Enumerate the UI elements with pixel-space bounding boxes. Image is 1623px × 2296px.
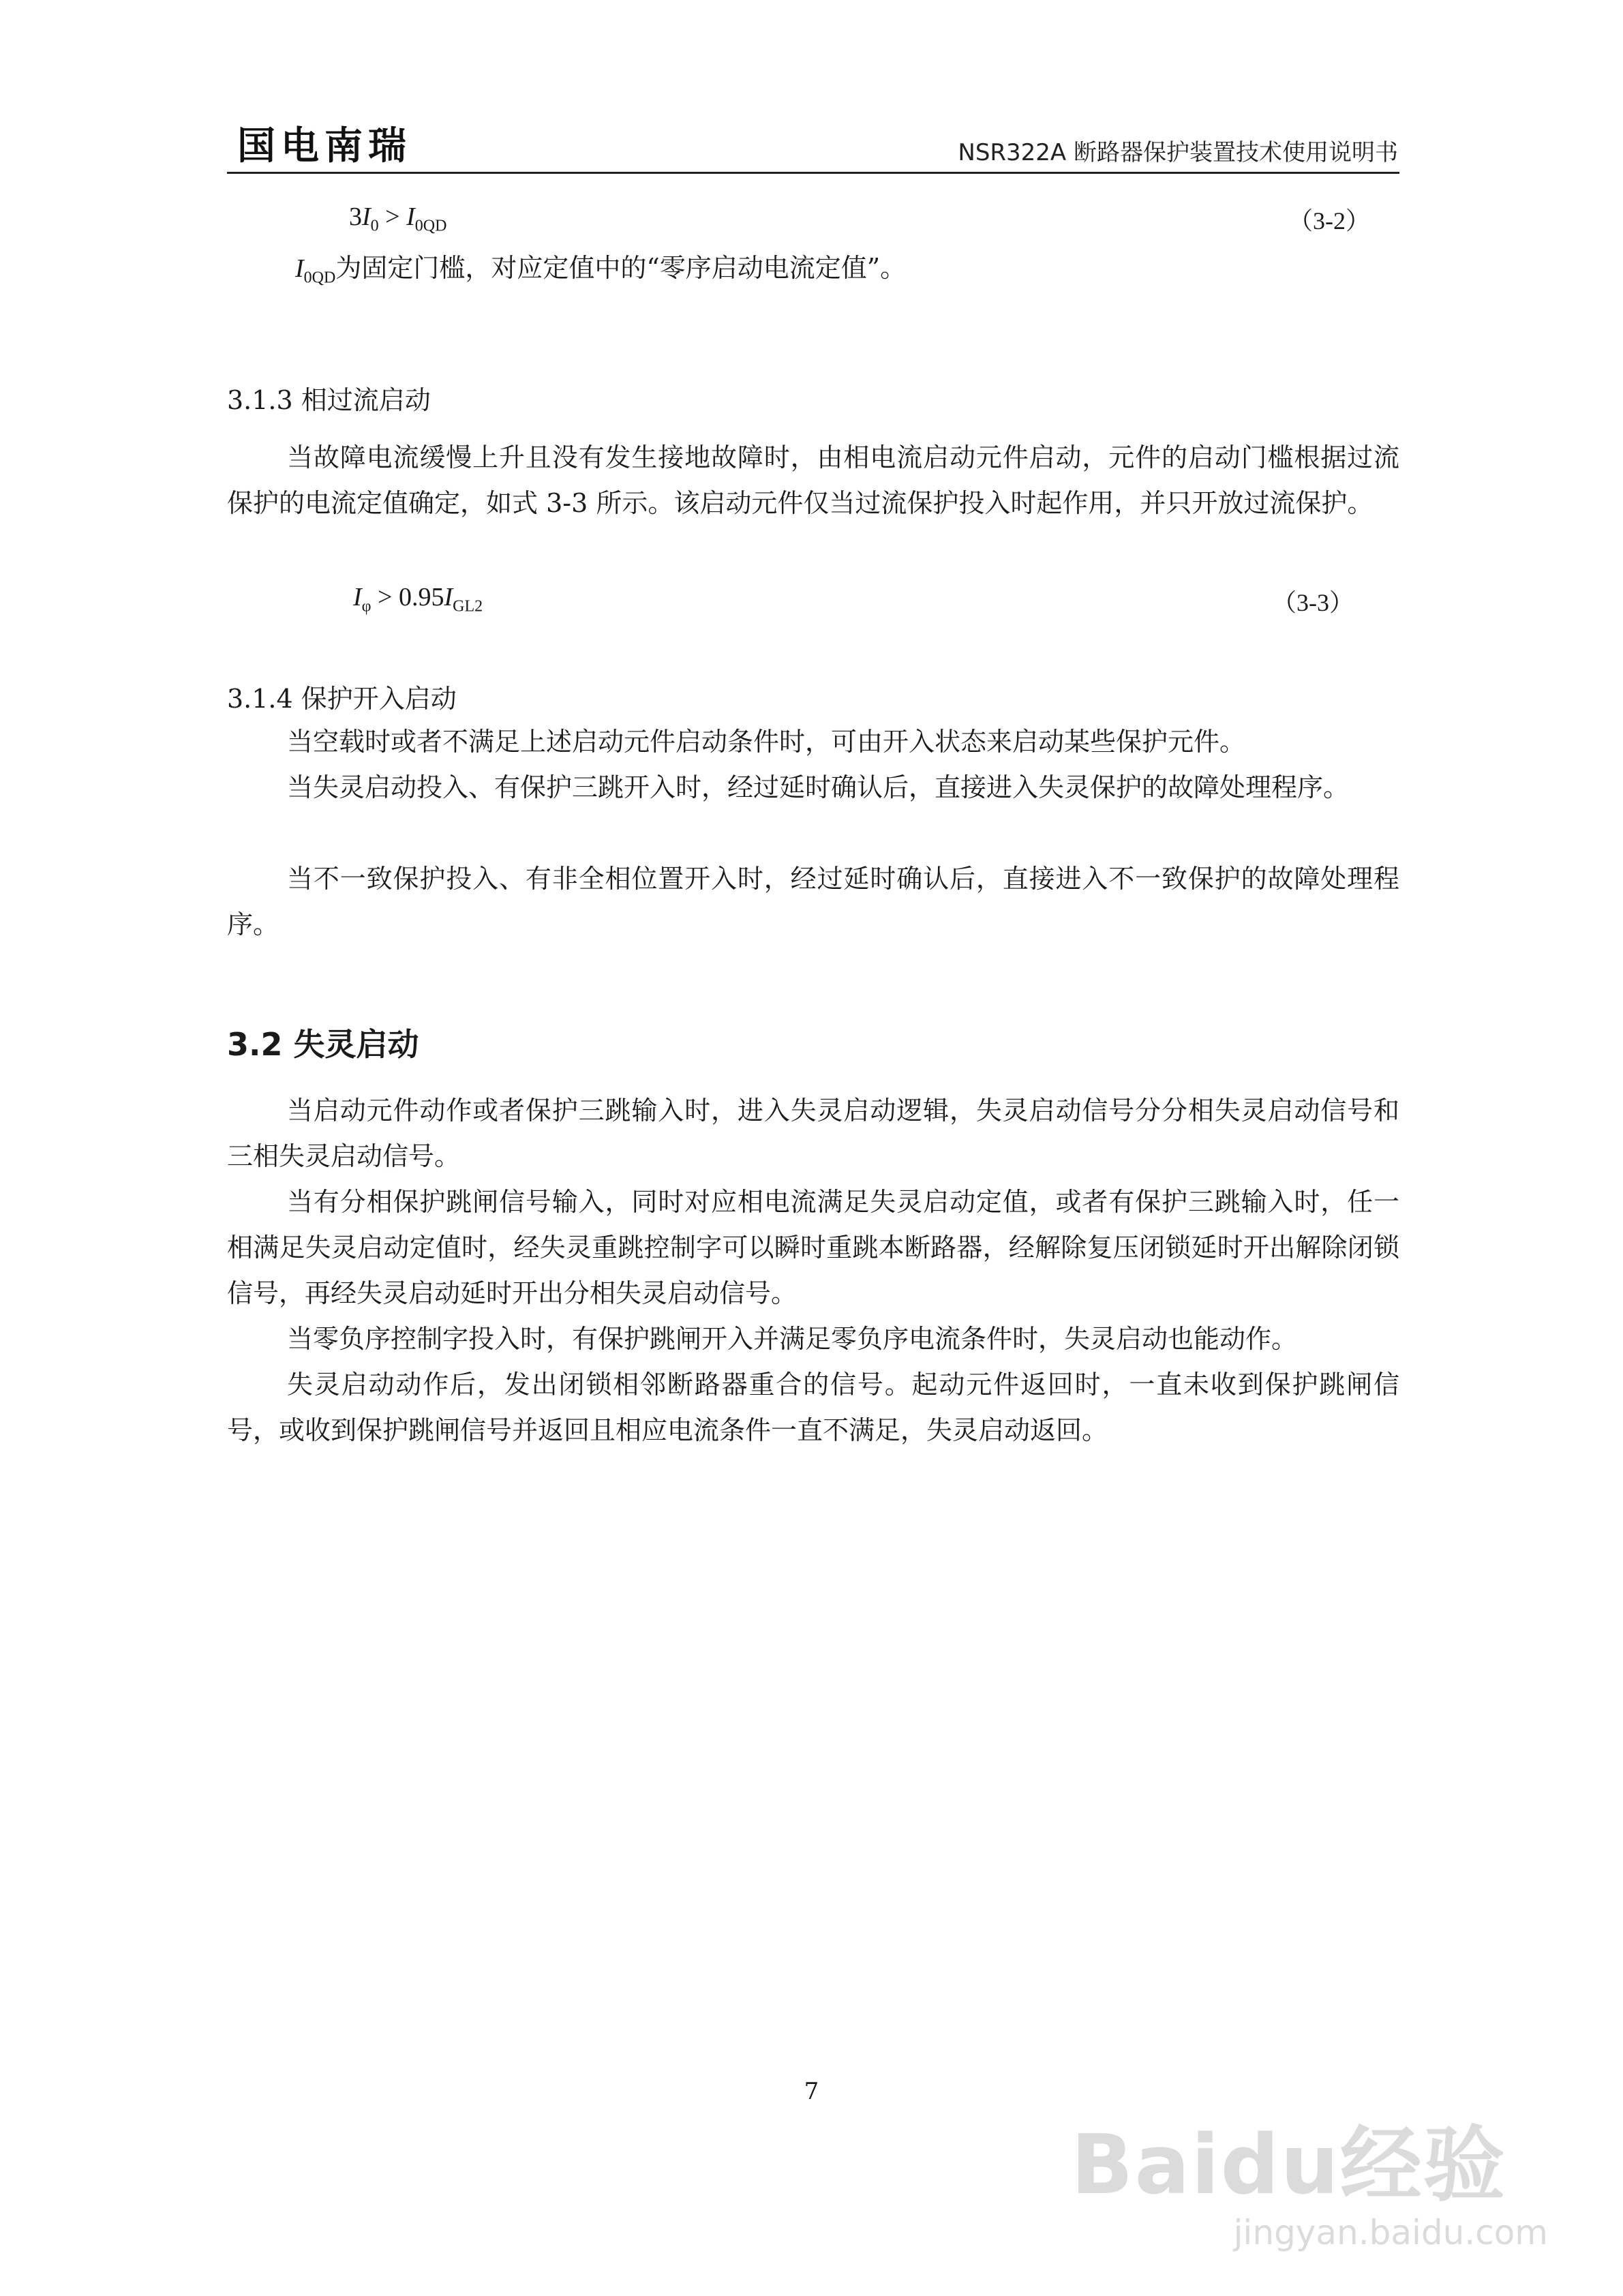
baidu-watermark [1071,2100,1548,2250]
eq-subscript: GL2 [453,597,483,616]
watermark-logo: Baidu经验 [1071,2118,1506,2213]
equation-number-3-3: （3-3） [1272,589,1354,616]
equation-number-3-2: （3-2） [1288,207,1370,235]
eq-coef: 3 [349,202,362,231]
eq-symbol: I [353,583,362,611]
section-3-1-4-paragraph: 当不一致保护投入、有非全相位置开入时，经过延时确认后，直接进入不一致保护的故障处理程序。 [227,864,1399,939]
equation-3-2 [349,202,446,236]
eq-subscript: φ [361,597,371,616]
eq-symbol: I [406,202,415,231]
section-3-2-paragraph: 失灵启动动作后，发出闭锁相邻断路器重合的信号。起动元件返回时，一直未收到保护跳闸信号，或收到保护跳闸信号并返回且相应电流条件一直不满足，失灵启动返回。 [227,1370,1399,1445]
section-heading-3-1-4: 3.1.4 保护开入启动 [227,684,457,714]
eq-symbol: I [362,202,371,231]
definition-line [295,247,906,288]
section-3-1-4-paragraph: 当失灵启动投入、有保护三跳开入时，经过延时确认后，直接进入失灵保护的故障处理程序。 [287,772,1350,802]
eq-subscript: 0QD [414,217,447,235]
section-3-1-3-paragraph: 当故障电流缓慢上升且没有发生接地故障时，由相电流启动元件启动，元件的启动门槛根据过流保护的电流定值确定，如式 3-3 所示。该启动元件仅当过流保护投入时起作用，并只开放过流保护。 [227,442,1399,518]
equation-3-3 [353,582,483,616]
def-text: 为固定门槛，对应定值中的“零序启动电流定值”。 [335,253,907,283]
eq-operator: > [385,202,400,231]
section-3-1-4-paragraph: 当空载时或者不满足上述启动元件启动条件时，可由开入状态来启动某些保护元件。 [287,727,1246,757]
section-heading-3-2: 3.2 失灵启动 [227,1026,419,1063]
section-3-2-paragraph: 当零负序控制字投入时，有保护跳闸开入并满足零负序电流条件时，失灵启动也能动作。 [287,1324,1298,1354]
def-symbol: I [295,254,304,283]
eq-subscript: 0 [370,217,379,235]
eq-symbol: I [444,583,453,611]
section-3-2-paragraph: 当有分相保护跳闸信号输入，同时对应相电流满足失灵启动定值，或者有保护三跳输入时，任一相满足失灵启动定值时，经失灵重跳控制字可以瞬时重跳本断路器，经解除复压闭锁延时开出解除闭锁信号，再经失灵启动延时开出分相失灵启动信号。 [227,1187,1399,1308]
eq-rhs: > 0.95 [378,583,444,611]
section-heading-3-1-3: 3.1.3 相过流启动 [227,385,431,415]
def-subscript: 0QD [303,269,336,287]
document-title: NSR322A 断路器保护装置技术使用说明书 [958,139,1398,166]
section-3-2-paragraph: 当启动元件动作或者保护三跳输入时，进入失灵启动逻辑，失灵启动信号分分相失灵启动信号和三相失灵启动信号。 [227,1096,1399,1171]
header-rule [227,172,1399,174]
watermark-url: jingyan.baidu.com [1233,2213,1548,2252]
page-number: 7 [804,2078,819,2105]
company-logo-text: 国电南瑞 [237,124,412,168]
